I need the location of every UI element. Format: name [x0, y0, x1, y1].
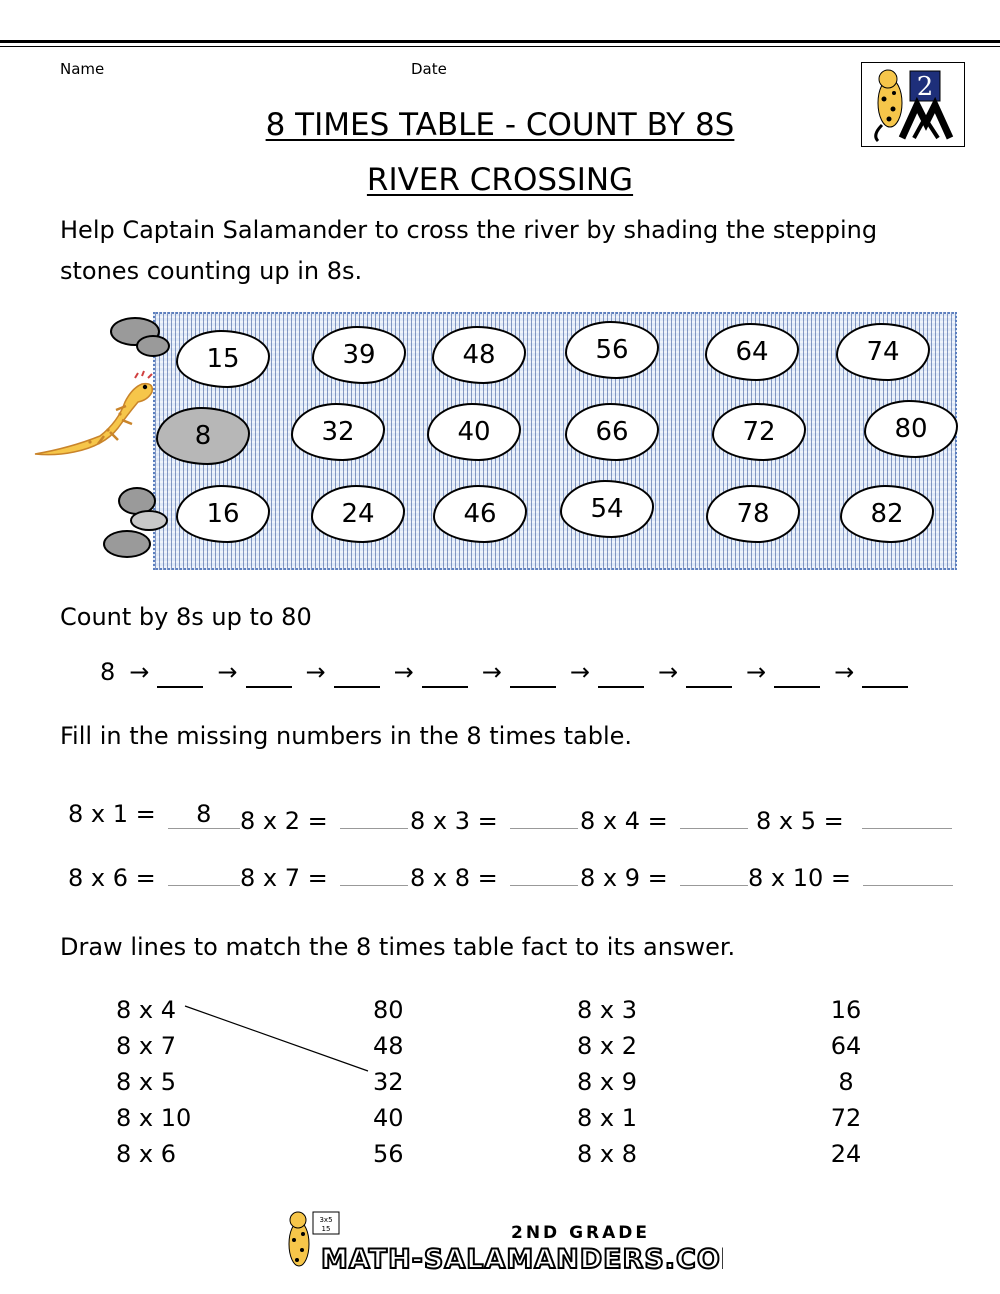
stepping-stone[interactable]: 78: [706, 485, 800, 543]
match-answer[interactable]: 56: [373, 1140, 404, 1168]
match-fact[interactable]: 8 x 1: [577, 1104, 637, 1132]
times-fact: 8 x 7 =: [240, 857, 408, 892]
match-instructions: Draw lines to match the 8 times table fact to its answer.: [60, 933, 736, 961]
date-label: Date: [411, 60, 447, 78]
match-fact[interactable]: 8 x 2: [577, 1032, 637, 1060]
stepping-stone[interactable]: 56: [565, 321, 659, 379]
stepping-stone[interactable]: 82: [840, 485, 934, 543]
missing-instructions: Fill in the missing numbers in the 8 times table.: [60, 722, 633, 750]
name-label: Name: [60, 60, 105, 78]
stepping-stone[interactable]: 16: [176, 485, 270, 543]
match-fact[interactable]: 8 x 7: [116, 1032, 176, 1060]
times-fact: 8 x 3 =: [410, 800, 578, 835]
river-instructions: Help Captain Salamander to cross the river by shading the stepping stones counting up in 8s.: [60, 216, 878, 285]
stepping-stone[interactable]: 15: [176, 330, 270, 388]
arrow-icon: →: [305, 658, 326, 686]
arrow-icon: →: [393, 658, 414, 686]
match-answer[interactable]: 64: [830, 1032, 862, 1060]
match-answer[interactable]: 32: [373, 1068, 404, 1096]
match-fact[interactable]: 8 x 10: [116, 1104, 192, 1132]
stepping-stone[interactable]: 64: [705, 323, 799, 381]
arrow-icon: →: [217, 658, 238, 686]
match-answer[interactable]: 16: [830, 996, 862, 1024]
footer-logo: [283, 1208, 723, 1274]
match-fact[interactable]: 8 x 6: [116, 1140, 176, 1168]
match-fact[interactable]: 8 x 5: [116, 1068, 176, 1096]
arrow-icon: →: [129, 658, 150, 686]
arrow-icon: →: [657, 658, 679, 686]
page-title: 8 TIMES TABLE - COUNT BY 8S: [265, 107, 735, 143]
stepping-stone[interactable]: 54: [560, 480, 654, 538]
stepping-stone[interactable]: 48: [432, 326, 526, 384]
times-fact: 8 x 9 =: [580, 857, 748, 892]
stepping-stone[interactable]: 32: [291, 403, 385, 461]
match-fact[interactable]: 8 x 3: [577, 996, 637, 1024]
stepping-stone[interactable]: 24: [311, 485, 405, 543]
svg-text:15: 15: [321, 1225, 331, 1233]
site-logo-icon: [283, 1208, 723, 1274]
svg-text:MATH-SALAMANDERS.COM: MATH-SALAMANDERS.COM: [321, 1244, 723, 1274]
times-fact: 8 x 10 =: [748, 857, 953, 892]
svg-text:2: 2: [916, 72, 934, 102]
count-instructions: Count by 8s up to 80: [60, 603, 312, 631]
times-fact: 8 x 4 =: [580, 800, 748, 835]
page-subtitle: RIVER CROSSING: [366, 162, 634, 198]
times-fact: 8 x 1 = 8: [68, 800, 240, 829]
stepping-stone[interactable]: 74: [836, 323, 930, 381]
arrow-icon: →: [569, 658, 590, 686]
arrow-icon: →: [834, 658, 855, 686]
svg-text:3x5: 3x5: [319, 1216, 333, 1224]
arrow-icon: →: [481, 658, 502, 686]
match-answer[interactable]: 8: [838, 1068, 854, 1096]
times-fact: 8 x 8 =: [410, 857, 578, 892]
match-fact[interactable]: 8 x 9: [577, 1068, 637, 1096]
times-fact: 8 x 5 =: [756, 800, 952, 835]
arrow-icon: →: [746, 658, 767, 686]
stepping-stone[interactable]: 39: [312, 326, 406, 384]
match-answer[interactable]: 40: [373, 1104, 404, 1132]
match-fact[interactable]: 8 x 8: [577, 1140, 637, 1168]
stepping-stone[interactable]: 66: [565, 403, 659, 461]
count-start: 8: [100, 658, 116, 686]
match-fact[interactable]: 8 x 4: [116, 996, 176, 1024]
stepping-stone[interactable]: 46: [433, 485, 527, 543]
answer-blank[interactable]: 8: [168, 800, 240, 829]
times-fact: 8 x 6 =: [68, 857, 240, 892]
match-answer[interactable]: 80: [373, 996, 404, 1024]
stepping-stone-shaded[interactable]: 8: [156, 407, 250, 465]
stepping-stone[interactable]: 40: [427, 403, 521, 461]
match-answer[interactable]: 24: [830, 1140, 862, 1168]
stepping-stone[interactable]: 80: [864, 400, 958, 458]
svg-text:2ND GRADE: 2ND GRADE: [511, 1223, 651, 1243]
times-fact: 8 x 2 =: [240, 800, 408, 835]
match-answer[interactable]: 48: [373, 1032, 404, 1060]
stepping-stone[interactable]: 72: [712, 403, 806, 461]
match-answer[interactable]: 72: [830, 1104, 862, 1132]
